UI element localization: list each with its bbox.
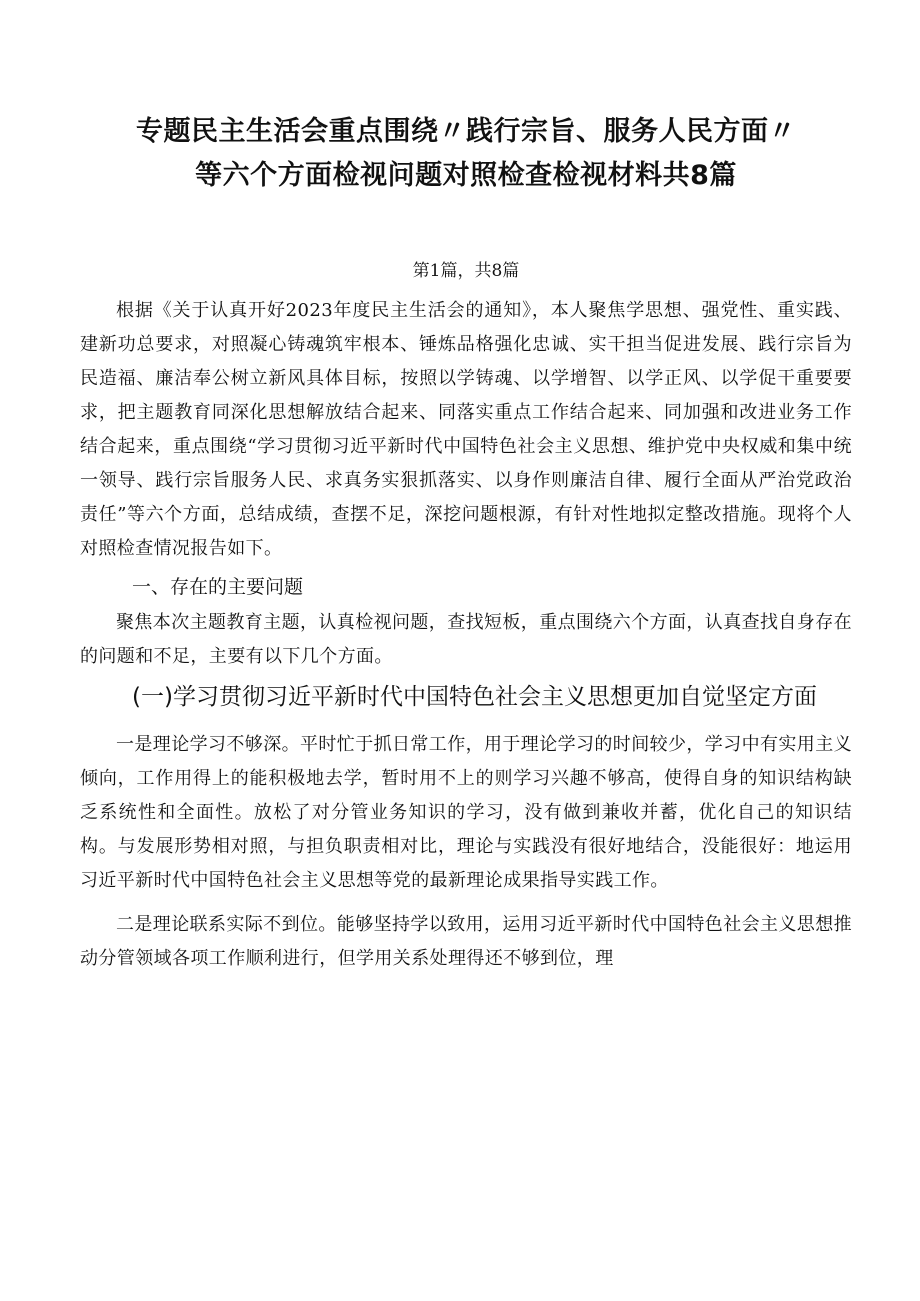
document-title — [80, 110, 852, 198]
title-line-1: 专题民主生活会重点围绕〃践行宗旨、服务人民方面〃 — [136, 116, 796, 147]
title-line-2: 等六个方面检视问题对照检查检视材料共8篇 — [195, 160, 737, 191]
point-paragraph-2: 二是理论联系实际不到位。能够坚持学以致用，运用习近平新时代中国特色社会主义思想推动分管领域各项工作顺利进行，但学用关系处理得还不够到位，理 — [80, 914, 852, 969]
section-paragraph: 聚焦本次主题教育主题，认真检视问题，查找短板，重点围绕六个方面，认真查找自身存在的问题和不足，主要有以下几个方面。 — [80, 612, 852, 667]
intro-paragraph: 根据《关于认真开好2023年度民主生活会的通知》，本人聚焦学思想、强党性、重实践、建新功总要求，对照凝心铸魂筑牢根本、锤炼品格强化忠诚、实干担当促进发展、践行宗旨为民造福、廉洁奉公树立新风具体目标，按照以学铸魂、以学增智、以学正风、以学促干重要要求，把主题教育同深化思想解放结合起来、同落实重点工作结合起来、同加强和改进业务工作结合起来，重点围绕“学习贯彻习近平新时代中国特色社会主义思想、维护党中央权威和集中统一领导、践行宗旨服务人民、求真务实狠抓落实、以身作则廉洁自律、履行全面从严治党政治责任”等六个方面，总结成绩，查摆不足，深挖问题根源，有针对性地拟定整改措施。现将个人对照检查情况报告如下。 — [80, 300, 852, 559]
section-heading: 一、存在的主要问题 — [132, 576, 304, 598]
point-paragraph-1: 一是理论学习不够深。平时忙于抓日常工作，用于理论学习的时间较少，学习中有实用主义倾向，工作用得上的能积极地去学，暂时用不上的则学习兴趣不够高，使得自身的知识结构缺乏系统性和全面性。放松了对分管业务知识的学习，没有做到兼收并蓄，优化自己的知识结构。与发展形势相对照，与担负职责相对比，理论与实践没有很好地结合，没能很好：地运用习近平新时代中国特色社会主义思想等党的最新理论成果指导实践工作。 — [80, 734, 852, 891]
part-indicator: 第1篇，共8篇 — [412, 261, 520, 281]
subsection-heading: (一)学习贯彻习近平新时代中国特色社会主义思想更加自觉坚定方面 — [132, 684, 817, 710]
